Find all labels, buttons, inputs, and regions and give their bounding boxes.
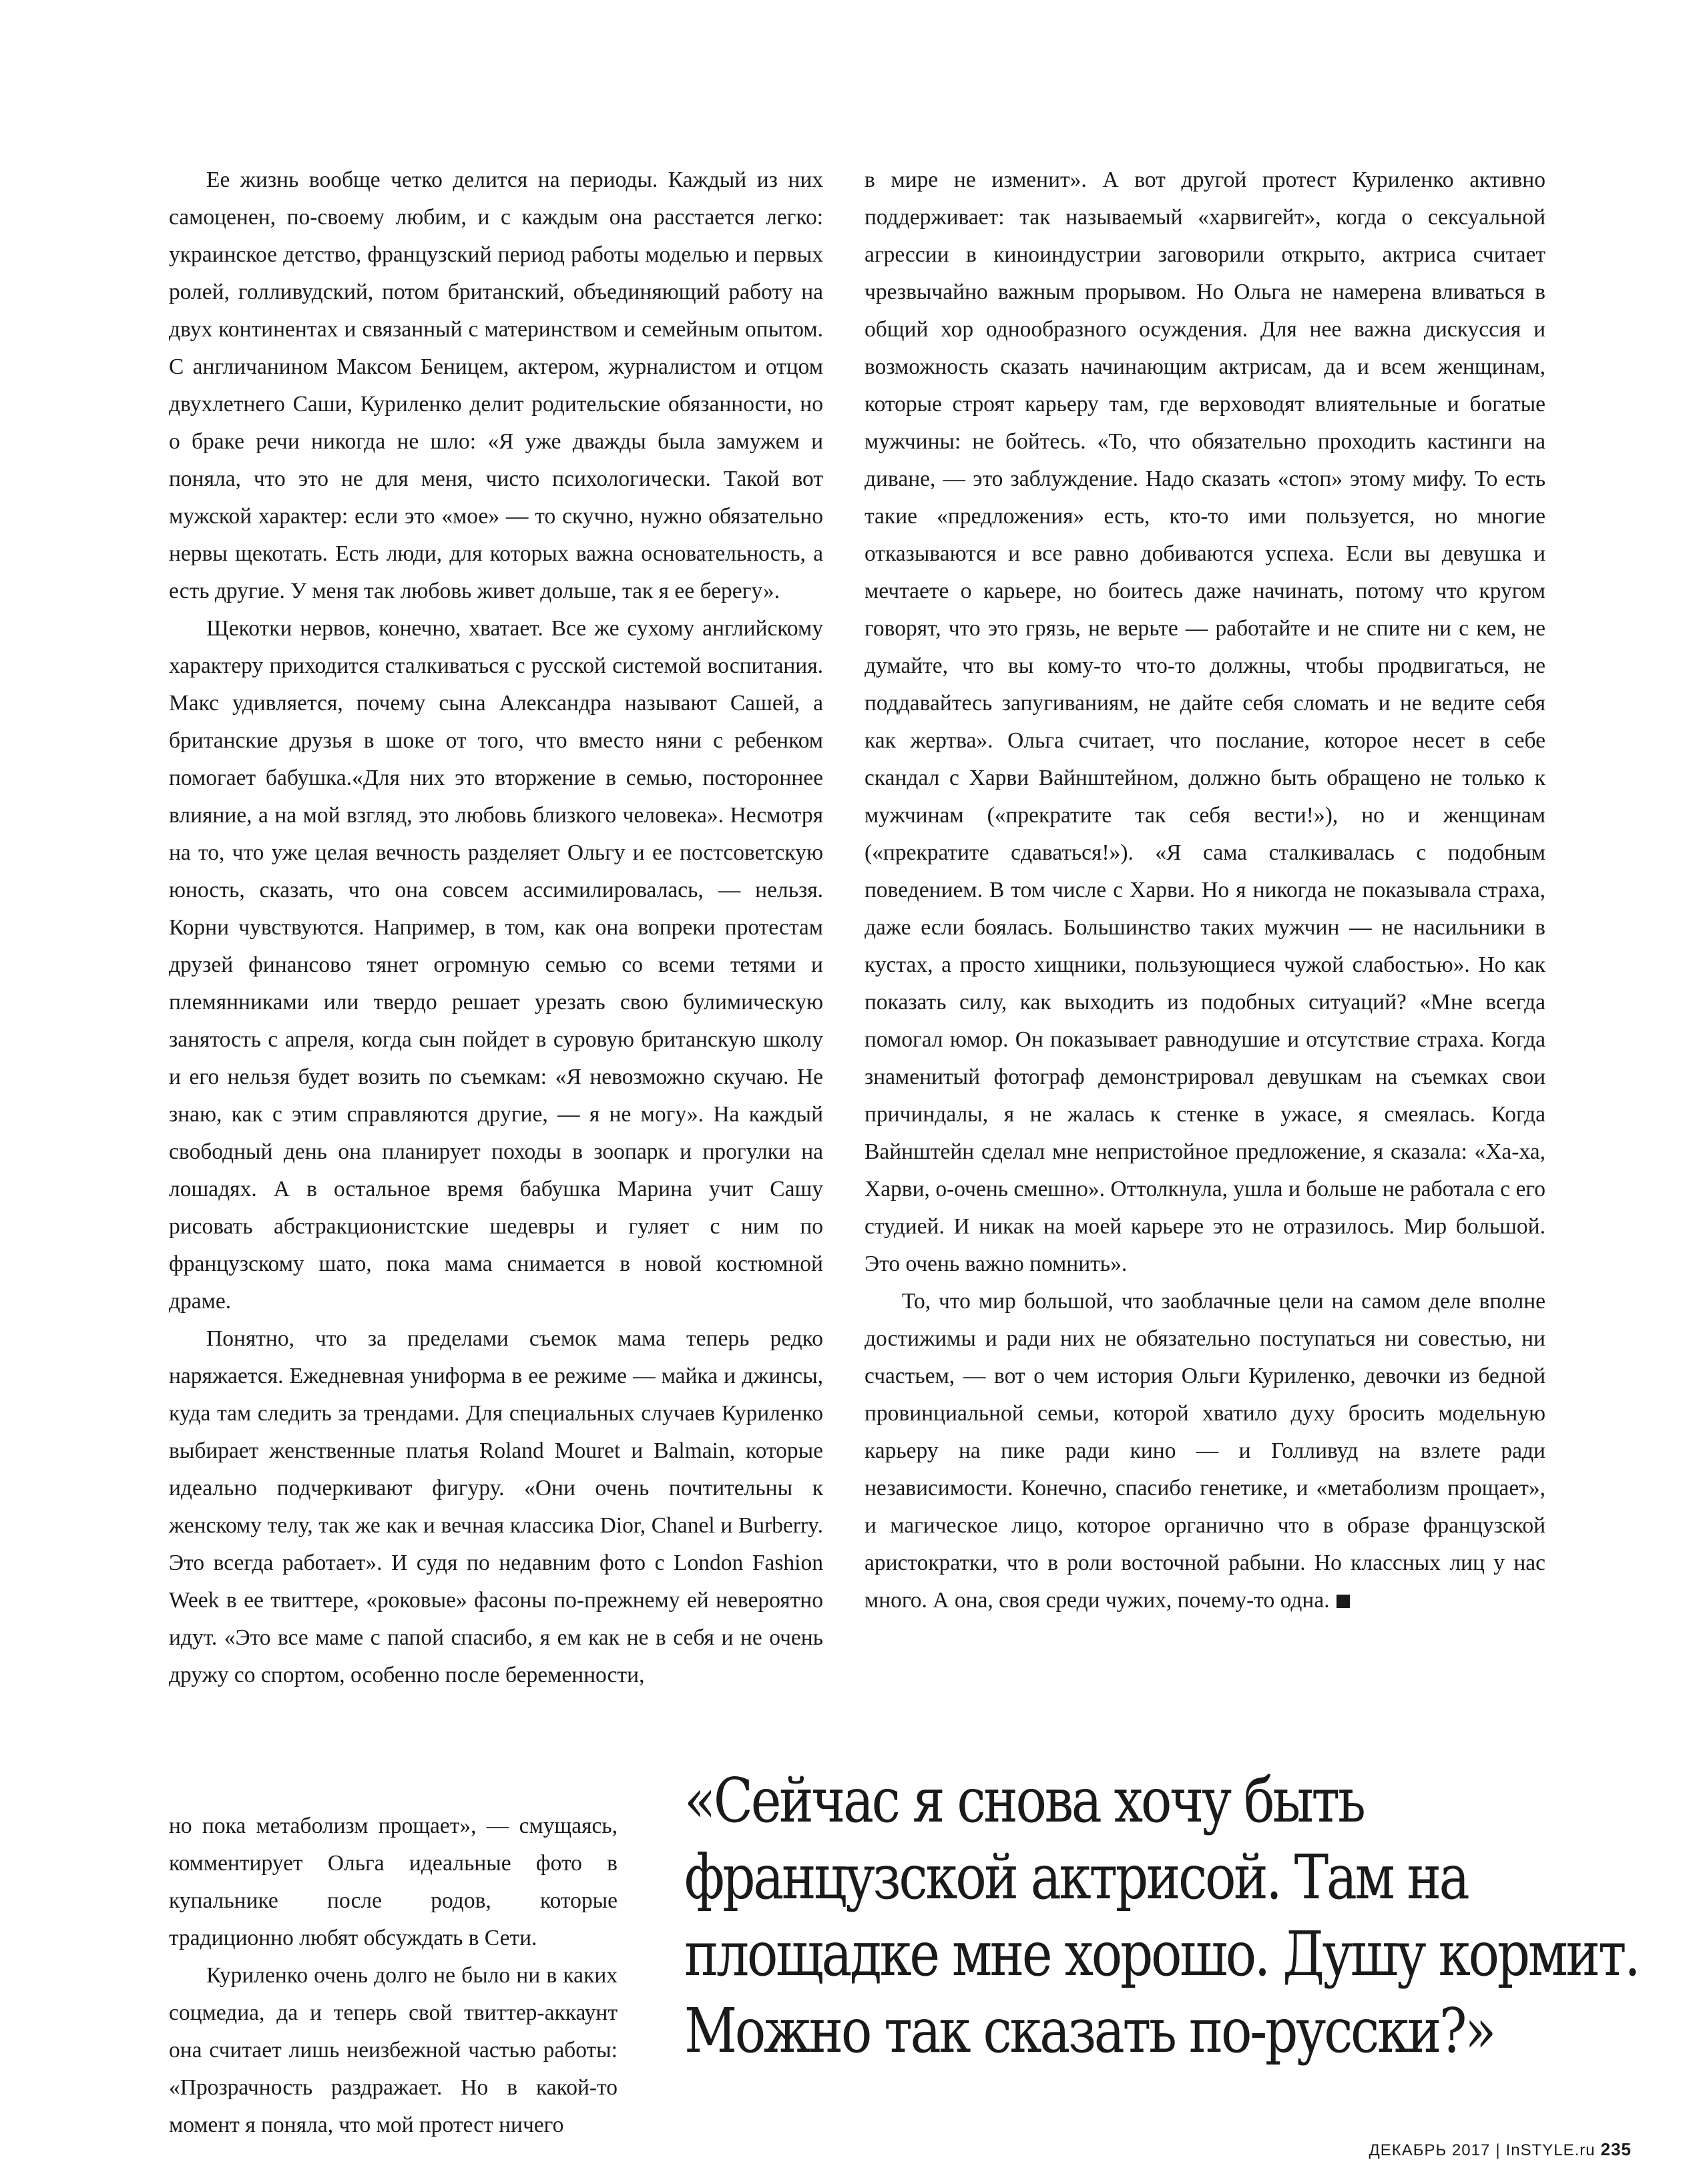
end-of-article-mark: [1337, 1595, 1350, 1608]
pull-quote-line: французской актрисой. Там на: [684, 1842, 1468, 1913]
page-footer: [1369, 2139, 1632, 2160]
pull-quote-line: Можно так сказать по-русски?»: [684, 1995, 1495, 2067]
article-column-left: [169, 162, 823, 1694]
article-paragraph-continuation: в мире не изменит». А вот другой протест Куриленко активно поддерживает: так называемый «харвигейт», когда о сексуальной агрессии в киноиндустрии заговорили открыто, актриса считает чрезвычайно важным прорывом. Но Ольга не намерена вливаться в общий хор однообразного осуждения. Для нее важна дискуссия и возможность сказать начинающим актрисам, да и всем женщинам, которые строят карьеру там, где верховодят влиятельные и богатые мужчины: не бойтесь. «То, что обязательно проходить кастинги на диване, — это заблуждение. Надо сказать «стоп» этому мифу. То есть такие «предложения» есть, кто-то ими пользуется, но многие отказываются и все равно добиваются успеха. Если вы девушка и мечтаете о карьере, но боитесь даже начинать, потому что кругом говорят, что это грязь, не верьте — работайте и не спите ни с кем, не думайте, что вы кому-то что-то должны, чтобы продвигаться, не поддавайтесь запугиваниям, не дайте себя сломать и не ведите себя как жертва». Ольга считает, что послание, которое несет в себе скандал с Харви Вайнштейном, должно быть обращено не только к мужчинам («прекратите так себя вести!»), но и женщинам («прекратите сдаваться!»). «Я сама сталкивалась с подобным поведением. В том числе с Харви. Но я никогда не показывала страха, даже если боялась. Большинство таких мужчин — не насильники в кустах, а просто хищники, пользующиеся чужой слабостью». Но как показать силу, как выходить из подобных ситуаций? «Мне всегда помогал юмор. Он показывает равнодушие и отсутствие страха. Когда знаменитый фотограф демонстрировал девушкам на съемках свои причиндалы, я не жалась к стенке в ужасе, я смеялась. Когда Вайнштейн сделал мне непристойное предложение, я сказала: «Ха-ха, Харви, о-очень смешно». Оттолкнула, ушла и больше не работала с его студией. И никак на моей карьере это не отразилось. Мир большой. Это очень важно помнить».: [865, 168, 1545, 1276]
footer-separator: |: [1495, 2141, 1501, 2159]
pull-quote-line: «Сейчас я снова хочу быть: [684, 1765, 1364, 1836]
article-column-right: [865, 162, 1545, 1619]
magazine-site: InSTYLE.ru: [1505, 2141, 1596, 2159]
page-number: 235: [1600, 2139, 1632, 2159]
final-paragraph-text: То, что мир большой, что заоблачные цели на самом деле вполне достижимы и ради них не обязательно поступаться ни совестью, ни счастьем, — вот о чем история Ольги Куриленко, девочки из бедной провинциальной семьи, которой хватило духу бросить модельную карьеру на пике ради кино — и Голливуд на взлете ради независимости. Конечно, спасибо генетике, и «метаболизм прощает», и магическое лицо, которое органично что в образе французской аристократки, что в роли восточной рабыни. Но классных лиц у нас много. А она, своя среди чужих, почему-то одна.: [865, 1289, 1545, 1613]
issue-date: ДЕКАБРЬ 2017: [1369, 2141, 1491, 2159]
pull-quote: [684, 1762, 1639, 2069]
article-column-left-narrow: [169, 1808, 618, 2144]
article-paragraph: Понятно, что за пределами съемок мама теперь редко наряжается. Ежедневная униформа в ее режиме — майка и джинсы, куда там следить за трендами. Для специальных случаев Куриленко выбирает женственные платья Roland Mouret и Balmain, которые идеально подчеркивают фигуру. «Они очень почтительны к женскому телу, так же как и вечная классика Dior, Chanel и Burberry. Это всегда работает». И судя по недавним фото с London Fashion Week в ее твиттере, «роковые» фасоны по-прежнему ей невероятно идут. «Это все маме с папой спасибо, я ем как не в себя и не очень дружу со спортом, особенно после беременности,: [169, 1326, 823, 1687]
article-paragraph: Щекотки нервов, конечно, хватает. Все же сухому английскому характеру приходится сталкиваться с русской системой воспитания. Макс удивляется, почему сына Александра называют Сашей, а британские друзья в шоке от того, что вместо няни с ребенком помогает бабушка.«Для них это вторжение в семью, постороннее влияние, а на мой взгляд, это любовь близкого человека». Несмотря на то, что уже целая вечность разделяет Ольгу и ее постсоветскую юность, сказать, что она совсем ассимилировалась, — нельзя. Корни чувствуются. Например, в том, как она вопреки протестам друзей финансово тянет огромную семью со всеми тетями и племянниками или твердо решает урезать свою булимическую занятость с апреля, когда сын пойдет в суровую британскую школу и его нельзя будет возить по съемкам: «Я невозможно скучаю. Не знаю, как с этим справляются другие, — я не могу». На каждый свободный день она планирует походы в зоопарк и прогулки на лошадях. А в остальное время бабушка Марина учит Сашу рисовать абстракционистские шедевры и гуляет с ним по французскому шато, пока мама снимается в новой костюмной драме.: [169, 616, 823, 1314]
article-final-paragraph: [865, 1283, 1545, 1619]
article-paragraph-continuation: но пока метаболизм прощает», — смущаясь, комментирует Ольга идеальные фото в купальнике после родов, которые традиционно любят обсуждать в Сети.: [169, 1814, 618, 1950]
pull-quote-line: площадке мне хорошо. Душу кормит.: [684, 1918, 1639, 1990]
article-paragraph: Куриленко очень долго не было ни в каких соцмедиа, да и теперь свой твиттер-аккаунт она считает лишь неизбежной частью работы: «Прозрачность раздражает. Но в какой-то момент я поняла, что мой протест ничего: [169, 1963, 618, 2137]
article-paragraph: Ее жизнь вообще четко делится на периоды. Каждый из них самоценен, по-своему любим, и с каждым она расстается легко: украинское детство, французский период работы моделью и первых ролей, голливудский, потом британский, объединяющий работу на двух континентах и связанный с материнством и семейным опытом. С англичанином Максом Беницем, актером, журналистом и отцом двухлетнего Саши, Куриленко делит родительские обязанности, но о браке речи никогда не шло: «Я уже дважды была замужем и поняла, что это не для меня, чисто психологически. Такой вот мужской характер: если это «мое» — то скучно, нужно обязательно нервы щекотать. Есть люди, для которых важна основательность, а есть другие. У меня так любовь живет дольше, так я ее берегу».: [169, 168, 823, 603]
